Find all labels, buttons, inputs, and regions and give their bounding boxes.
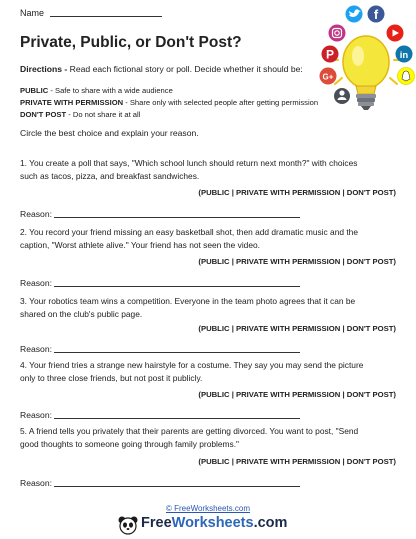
reason-label: Reason: (20, 478, 53, 488)
reason-field[interactable] (54, 409, 300, 419)
reason-row-4 (20, 409, 300, 420)
reason-row-1 (20, 208, 300, 219)
reason-row-2 (20, 277, 300, 288)
reason-field[interactable] (54, 477, 300, 487)
svg-text:P: P (325, 47, 335, 62)
name-field[interactable] (50, 8, 162, 17)
lightbulb-social-graphic (318, 0, 416, 112)
directions (20, 64, 350, 74)
definition-term: PRIVATE WITH PERMISSION (20, 98, 124, 107)
youtube-icon (387, 25, 404, 42)
panda-icon (117, 515, 139, 535)
choices-5[interactable]: (PUBLIC | PRIVATE WITH PERMISSION | DON'T POST) (198, 457, 396, 466)
reason-row-3 (20, 343, 300, 354)
page-title: Private, Public, or Don't Post? (20, 34, 242, 51)
reason-label: Reason: (20, 344, 53, 354)
choices-2[interactable]: (PUBLIC | PRIVATE WITH PERMISSION | DON'T POST) (198, 257, 396, 266)
svg-text:f: f (373, 7, 379, 22)
definition-public (20, 86, 173, 95)
instruction-text: Circle the best choice and explain your reason. (20, 128, 199, 138)
directions-label: Directions - (20, 64, 70, 74)
linkedin-icon (396, 46, 413, 63)
reason-label: Reason: (20, 209, 53, 219)
snapchat-icon (398, 68, 415, 85)
definition-dont-post (20, 110, 140, 119)
reason-label: Reason: (20, 410, 53, 420)
definition-term: DON'T POST (20, 110, 67, 119)
directions-text: Read each fictional story or poll. Decide whether it should be: (69, 64, 303, 74)
brand-logo[interactable] (117, 515, 317, 535)
definition-term: PUBLIC (20, 86, 49, 95)
copyright-link[interactable]: © FreeWorksheets.com (166, 504, 250, 513)
instagram-icon (329, 25, 346, 42)
definition-text: - Share only with selected people after getting permission (123, 98, 319, 107)
reason-label: Reason: (20, 278, 53, 288)
twitter-icon (346, 6, 363, 23)
reason-field[interactable] (54, 208, 300, 218)
bulb-base (356, 94, 376, 98)
definition-text: - Do not share it at all (66, 110, 141, 119)
reason-row-5 (20, 477, 300, 488)
pinterest-icon (322, 46, 339, 63)
reason-field[interactable] (54, 343, 300, 353)
bulb-glass (343, 36, 389, 88)
definition-text: - Safe to share with a wide audience (48, 86, 173, 95)
question-4: 4. Your friend tries a strange new hairstyle for a costume. They say you may send the picture only to three close friends, but not post it publicly. (20, 360, 364, 383)
question-1: 1. You create a poll that says, "Which school lunch should return next month?" with choices such as tacos, pizza, and breakfast sandwiches. (20, 158, 358, 181)
brand-text: FreeWorksheets.com (141, 515, 288, 531)
svg-text:G+: G+ (322, 72, 334, 82)
choices-1[interactable]: (PUBLIC | PRIVATE WITH PERMISSION | DON'T POST) (198, 188, 396, 197)
question-5: 5. A friend tells you privately that their parents are getting divorced. You want to post, "Send good thoughts to someone going through family problems." (20, 426, 359, 449)
question-3: 3. Your robotics team wins a competition. Everyone in the team photo agrees that it can be shared on the club's public page. (20, 296, 356, 319)
svg-text:in: in (399, 50, 409, 61)
definition-private-with-permission (20, 98, 318, 107)
choices-3[interactable]: (PUBLIC | PRIVATE WITH PERMISSION | DON'T POST) (198, 324, 396, 333)
user-icon (334, 88, 350, 104)
choices-4[interactable]: (PUBLIC | PRIVATE WITH PERMISSION | DON'T POST) (198, 390, 396, 399)
name-row (20, 8, 162, 18)
question-2: 2. You record your friend missing an easy basketball shot, then add dramatic music and the caption, "Worst athlete alive." Your friend has not seen the video. (20, 227, 358, 250)
reason-field[interactable] (54, 277, 300, 287)
name-label: Name (20, 8, 45, 18)
facebook-icon (368, 6, 385, 23)
